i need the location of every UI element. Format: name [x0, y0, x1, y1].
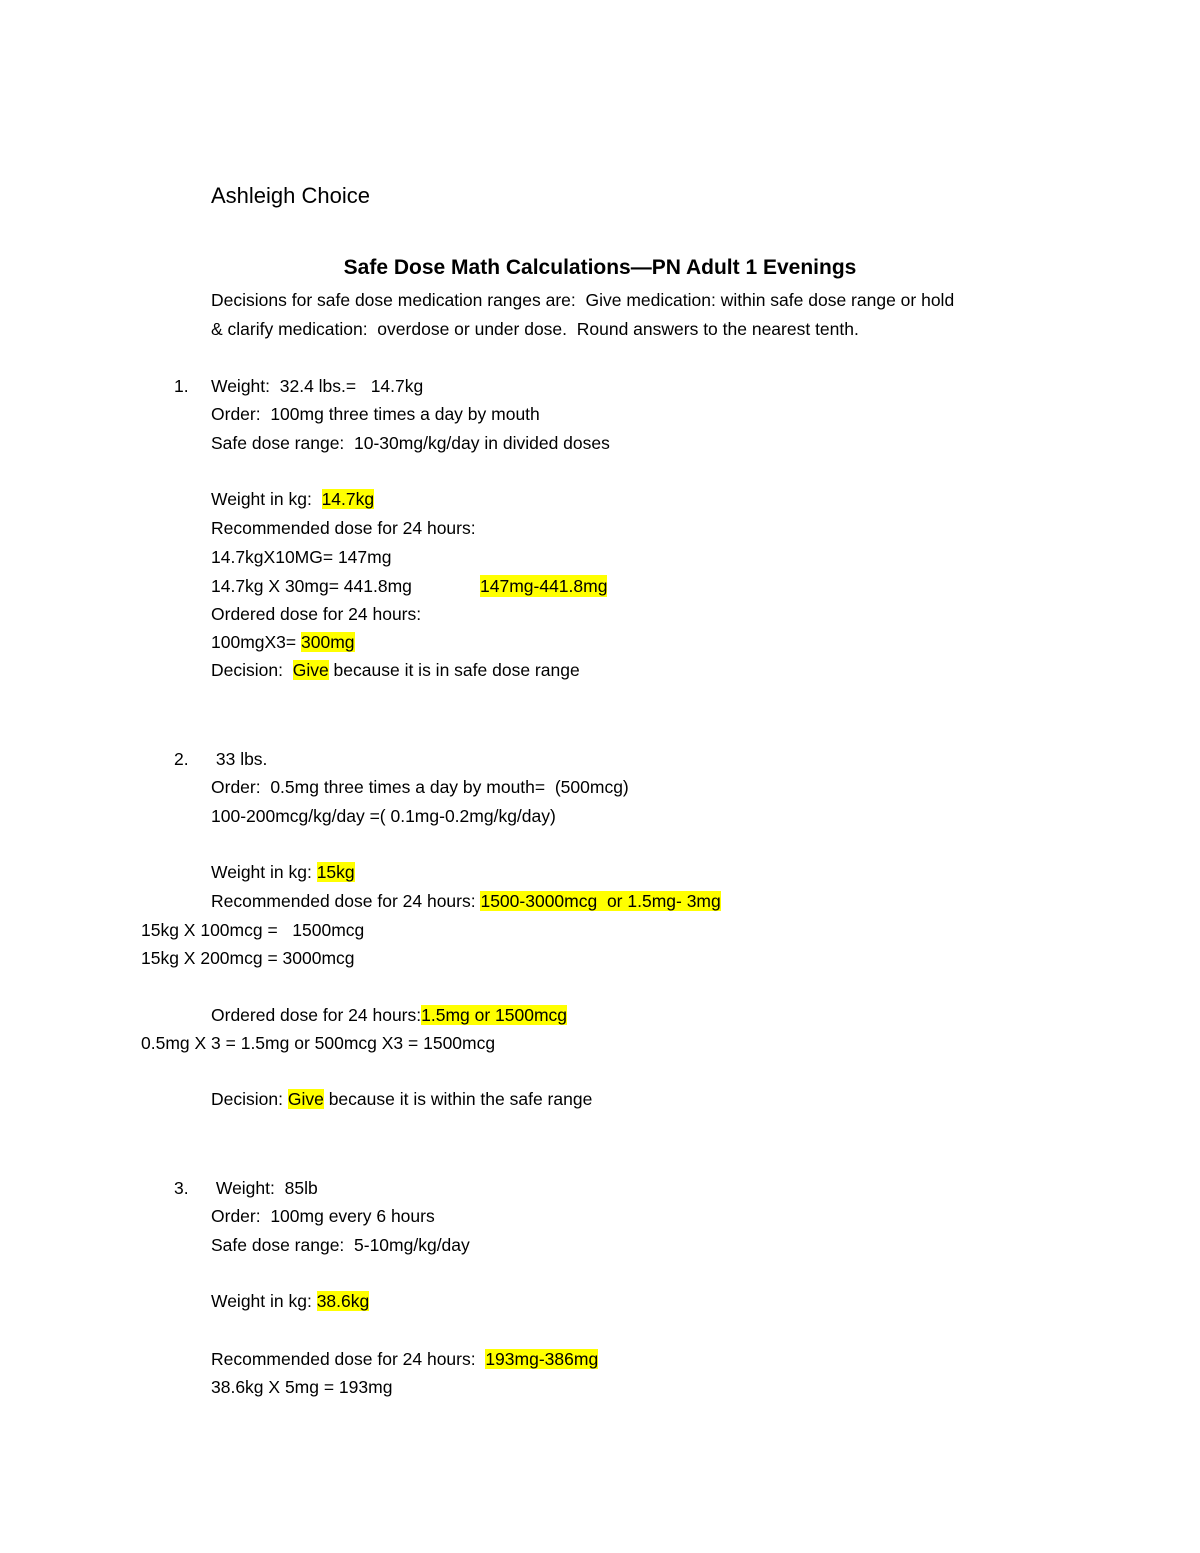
problem-2-weight: 33 lbs. — [211, 749, 268, 769]
problem-2-order: Order: 0.5mg three times a day by mouth= (500mcg) — [211, 777, 629, 797]
problem-3-safe-range: Safe dose range: 5-10mg/kg/day — [211, 1235, 470, 1255]
weight-kg-label: Weight in kg: — [211, 862, 317, 882]
decision-reason: because it is in safe dose range — [328, 660, 580, 680]
ordered-calc: 100mgX3= — [211, 632, 301, 652]
problem-1-decision — [211, 659, 580, 681]
problem-3-recommended — [211, 1348, 598, 1370]
decision-label: Decision: — [211, 1089, 288, 1109]
problem-1-order: Order: 100mg three times a day by mouth — [211, 404, 540, 424]
problem-3-number: 3. — [174, 1178, 189, 1198]
weight-kg-label: Weight in kg: — [211, 489, 322, 509]
problem-3-calc-low: 38.6kg X 5mg = 193mg — [211, 1377, 393, 1397]
problem-3-order: Order: 100mg every 6 hours — [211, 1206, 435, 1226]
problem-1-number: 1. — [174, 376, 189, 396]
decision-reason: because it is within the safe range — [323, 1089, 593, 1109]
decision-label: Decision: — [211, 660, 293, 680]
problem-2-number: 2. — [174, 749, 189, 769]
problem-2-ordered — [211, 1004, 567, 1026]
problem-1-weight: Weight: 32.4 lbs.= 14.7kg — [211, 376, 424, 396]
problem-2-decision — [211, 1088, 592, 1110]
problem-3-weight-kg — [211, 1290, 369, 1312]
intro-line-1: Decisions for safe dose medication ranges are: Give medication: within safe dose range or hold — [211, 290, 955, 310]
problem-1-recommended-label: Recommended dose for 24 hours: — [211, 518, 476, 538]
recommended-value: 1500-3000mcg or 1.5mg- 3mg — [480, 891, 721, 911]
intro-line-2: & clarify medication: overdose or under dose. Round answers to the nearest tenth. — [211, 319, 859, 339]
document-title: Safe Dose Math Calculations—PN Adult 1 Evenings — [343, 256, 857, 279]
problem-1-ordered-calc — [211, 631, 355, 653]
problem-2-weight-kg — [211, 861, 355, 883]
problem-2-recommended — [211, 890, 721, 912]
recommended-label: Recommended dose for 24 hours: — [211, 1349, 486, 1369]
problem-1-safe-range: Safe dose range: 10-30mg/kg/day in divided doses — [211, 433, 610, 453]
problem-1-ordered-label: Ordered dose for 24 hours: — [211, 604, 422, 624]
decision-value: Give — [287, 1089, 324, 1109]
problem-1-calc-high: 14.7kg X 30mg= 441.8mg — [211, 576, 412, 596]
problem-2-ordered-calc: 0.5mg X 3 = 1.5mg or 500mcg X3 = 1500mcg — [141, 1033, 496, 1053]
weight-kg-value: 14.7kg — [321, 489, 375, 509]
problem-1-weight-kg — [211, 488, 374, 510]
ordered-result: 300mg — [301, 632, 355, 652]
recommended-label: Recommended dose for 24 hours: — [211, 891, 481, 911]
problem-2-calc-low: 15kg X 100mcg = 1500mcg — [141, 920, 365, 940]
problem-1-range-result: 147mg-441.8mg — [480, 576, 608, 596]
problem-1-calc-low: 14.7kgX10MG= 147mg — [211, 547, 392, 567]
recommended-value: 193mg-386mg — [485, 1349, 599, 1369]
ordered-value: 1.5mg or 1500mcg — [421, 1005, 568, 1025]
problem-2-calc-high: 15kg X 200mcg = 3000mcg — [141, 948, 355, 968]
problem-3-weight: Weight: 85lb — [211, 1178, 318, 1198]
weight-kg-value: 15kg — [316, 862, 355, 882]
author-name: Ashleigh Choice — [211, 183, 370, 208]
weight-kg-value: 38.6kg — [316, 1291, 370, 1311]
ordered-label: Ordered dose for 24 hours: — [211, 1005, 422, 1025]
decision-value: Give — [292, 660, 329, 680]
weight-kg-label: Weight in kg: — [211, 1291, 317, 1311]
problem-2-safe-range: 100-200mcg/kg/day =( 0.1mg-0.2mg/kg/day) — [211, 806, 556, 826]
